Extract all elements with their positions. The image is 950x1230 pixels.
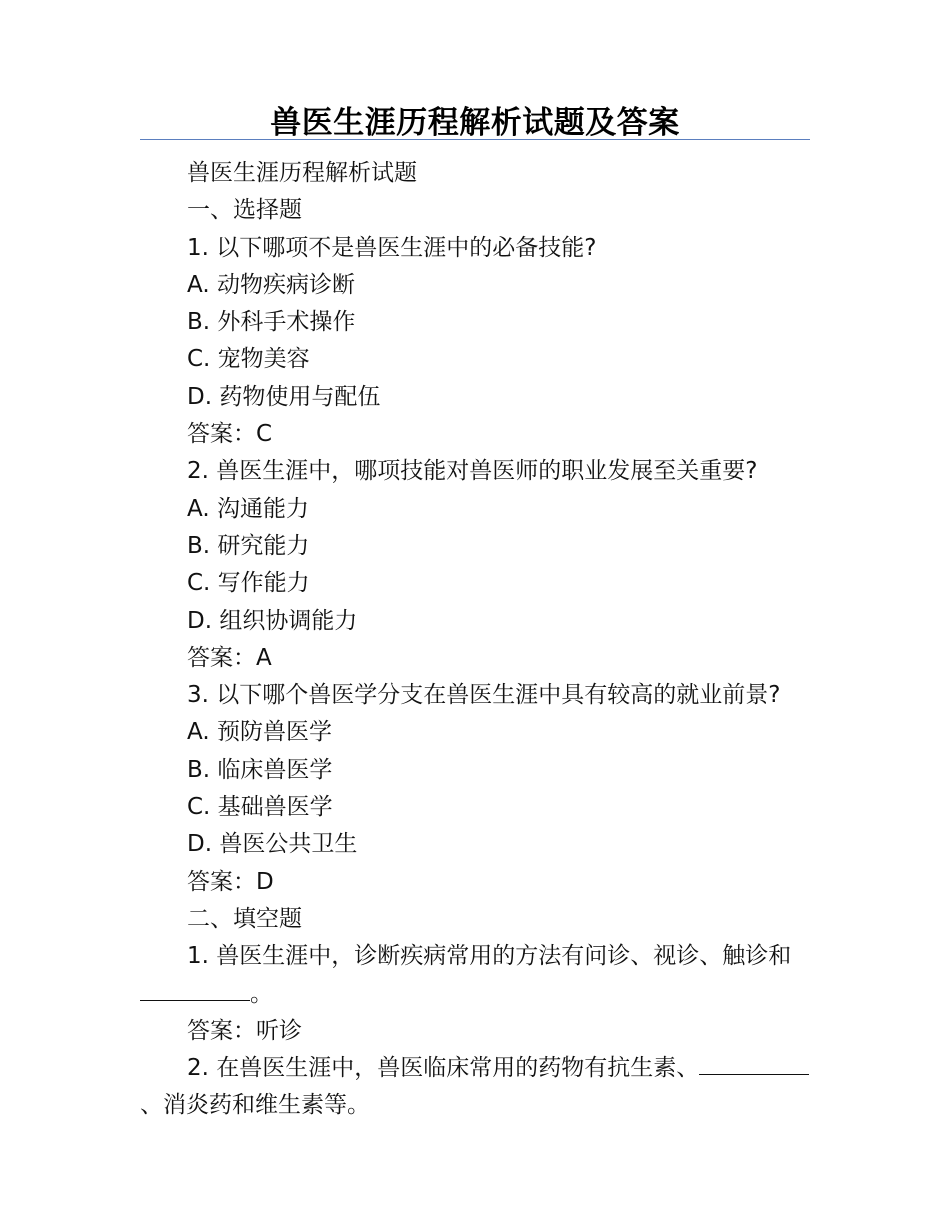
question-1-option-d: D. 药物使用与配伍 <box>187 383 381 410</box>
document-title: 兽医生涯历程解析试题及答案 <box>270 105 680 141</box>
question-3-option-b: B. 临床兽医学 <box>187 756 333 783</box>
fill-question-1-stem <box>140 938 810 1013</box>
question-2-answer: 答案：A <box>187 644 272 671</box>
question-1-option-c: C. 宠物美容 <box>187 346 310 373</box>
question-3-option-d: D. 兽医公共卫生 <box>187 831 358 858</box>
question-2-option-c: C. 写作能力 <box>187 570 310 597</box>
subtitle: 兽医生涯历程解析试题 <box>187 160 417 186</box>
question-1-answer: 答案：C <box>187 421 273 448</box>
question-1-option-a: A. 动物疾病诊断 <box>187 271 355 298</box>
question-2-option-a: A. 沟通能力 <box>187 495 309 522</box>
section-heading-fill: 二、填空题 <box>187 905 302 932</box>
title-underline <box>140 139 810 140</box>
question-3-stem: 3. 以下哪个兽医学分支在兽医生涯中具有较高的就业前景? <box>187 682 781 709</box>
section-heading-choice: 一、选择题 <box>187 197 302 224</box>
question-1-stem: 1. 以下哪项不是兽医生涯中的必备技能? <box>187 234 597 261</box>
fill-blank-1 <box>140 982 250 1001</box>
document-body <box>140 155 810 1125</box>
fill-question-2-text: 2. 在兽医生涯中，兽医临床常用的药物有抗生素、 <box>187 1055 700 1082</box>
fill-question-2-stem <box>140 1050 810 1125</box>
question-3-option-a: A. 预防兽医学 <box>187 719 332 746</box>
fill-question-1-text: 1. 兽医生涯中，诊断疾病常用的方法有问诊、视诊、触诊和 <box>187 943 792 970</box>
question-2-stem: 2. 兽医生涯中，哪项技能对兽医师的职业发展至关重要? <box>187 458 758 485</box>
question-2-option-b: B. 研究能力 <box>187 532 310 559</box>
question-2-option-d: D. 组织协调能力 <box>187 607 358 634</box>
question-1-option-b: B. 外科手术操作 <box>187 309 356 336</box>
fill-question-1-answer: 答案：听诊 <box>187 1017 302 1044</box>
fill-question-2-end: 、消炎药和维生素等。 <box>140 1092 370 1119</box>
question-3-option-c: C. 基础兽医学 <box>187 794 333 821</box>
fill-question-1-end: 。 <box>250 980 273 1007</box>
fill-blank-2 <box>699 1056 809 1075</box>
question-3-answer: 答案：D <box>187 868 274 895</box>
